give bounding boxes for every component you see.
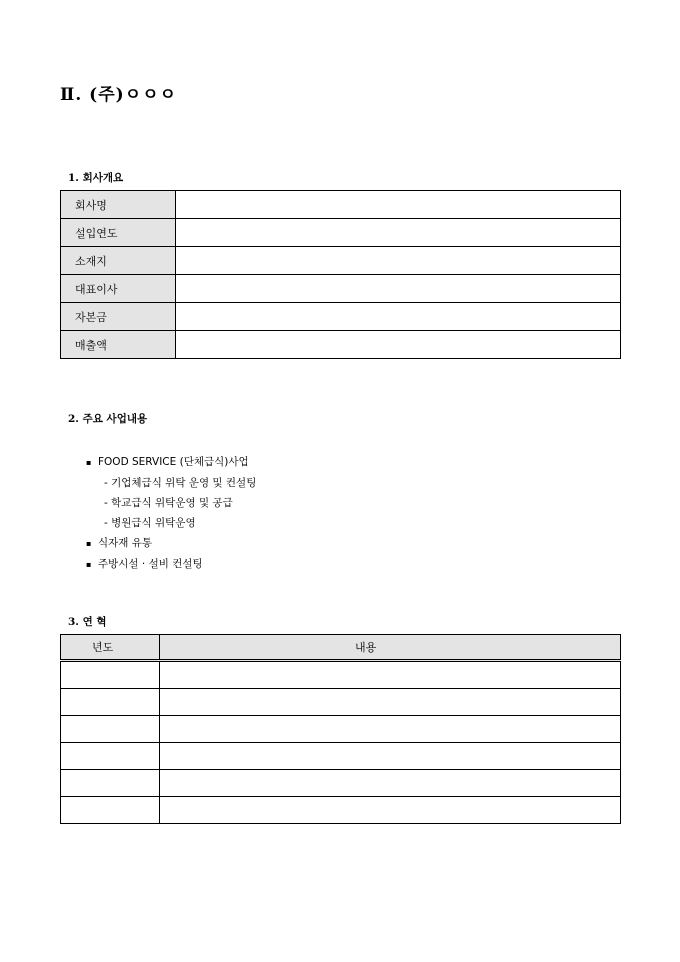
- history-year: [61, 689, 160, 716]
- row-label: 대표이사: [61, 275, 176, 303]
- history-content: [160, 689, 621, 716]
- page-title: Ⅱ. (주)ㅇㅇㅇ: [60, 85, 177, 105]
- history-year: [61, 797, 160, 824]
- history-content: [160, 770, 621, 797]
- table-row: [61, 797, 621, 824]
- company-overview-table: [60, 190, 621, 359]
- table-row: [61, 770, 621, 797]
- table-row: [61, 661, 621, 689]
- table-row: [61, 275, 621, 303]
- table-row: [61, 303, 621, 331]
- table-row: [61, 716, 621, 743]
- row-label: 회사명: [61, 191, 176, 219]
- row-label: 자본금: [61, 303, 176, 331]
- business-list: [86, 452, 256, 575]
- row-value: [176, 275, 621, 303]
- table-header-row: [61, 635, 621, 661]
- list-item: ▪ FOOD SERVICE (단체급식)사업: [86, 452, 256, 473]
- section-heading-overview: 1. 회사개요: [68, 172, 124, 184]
- row-value: [176, 191, 621, 219]
- history-table: [60, 634, 621, 824]
- row-value: [176, 219, 621, 247]
- list-item: ▪ 식자재 유통: [86, 533, 256, 554]
- history-year: [61, 661, 160, 689]
- list-item: - 병원급식 위탁운영: [104, 517, 196, 529]
- history-year: [61, 716, 160, 743]
- history-content: [160, 797, 621, 824]
- table-row: [61, 689, 621, 716]
- table-row: [61, 331, 621, 359]
- list-item: - 학교급식 위탁운영 및 공급: [104, 497, 233, 509]
- history-year: [61, 770, 160, 797]
- row-label: 매출액: [61, 331, 176, 359]
- row-label: 소재지: [61, 247, 176, 275]
- table-row: [61, 191, 621, 219]
- section-heading-history: 3. 연 혁: [68, 616, 107, 628]
- row-value: [176, 331, 621, 359]
- list-item: - 기업체급식 위탁 운영 및 컨설팅: [104, 477, 257, 489]
- history-content: [160, 661, 621, 689]
- header-year: 년도: [61, 635, 160, 661]
- list-item: ▪ 주방시설 · 설비 컨설팅: [86, 554, 256, 575]
- history-content: [160, 743, 621, 770]
- row-label: 설입연도: [61, 219, 176, 247]
- section-heading-business: 2. 주요 사업내용: [68, 413, 148, 425]
- row-value: [176, 247, 621, 275]
- table-row: [61, 219, 621, 247]
- row-value: [176, 303, 621, 331]
- history-content: [160, 716, 621, 743]
- table-row: [61, 743, 621, 770]
- header-content: 내용: [160, 635, 621, 661]
- history-year: [61, 743, 160, 770]
- table-row: [61, 247, 621, 275]
